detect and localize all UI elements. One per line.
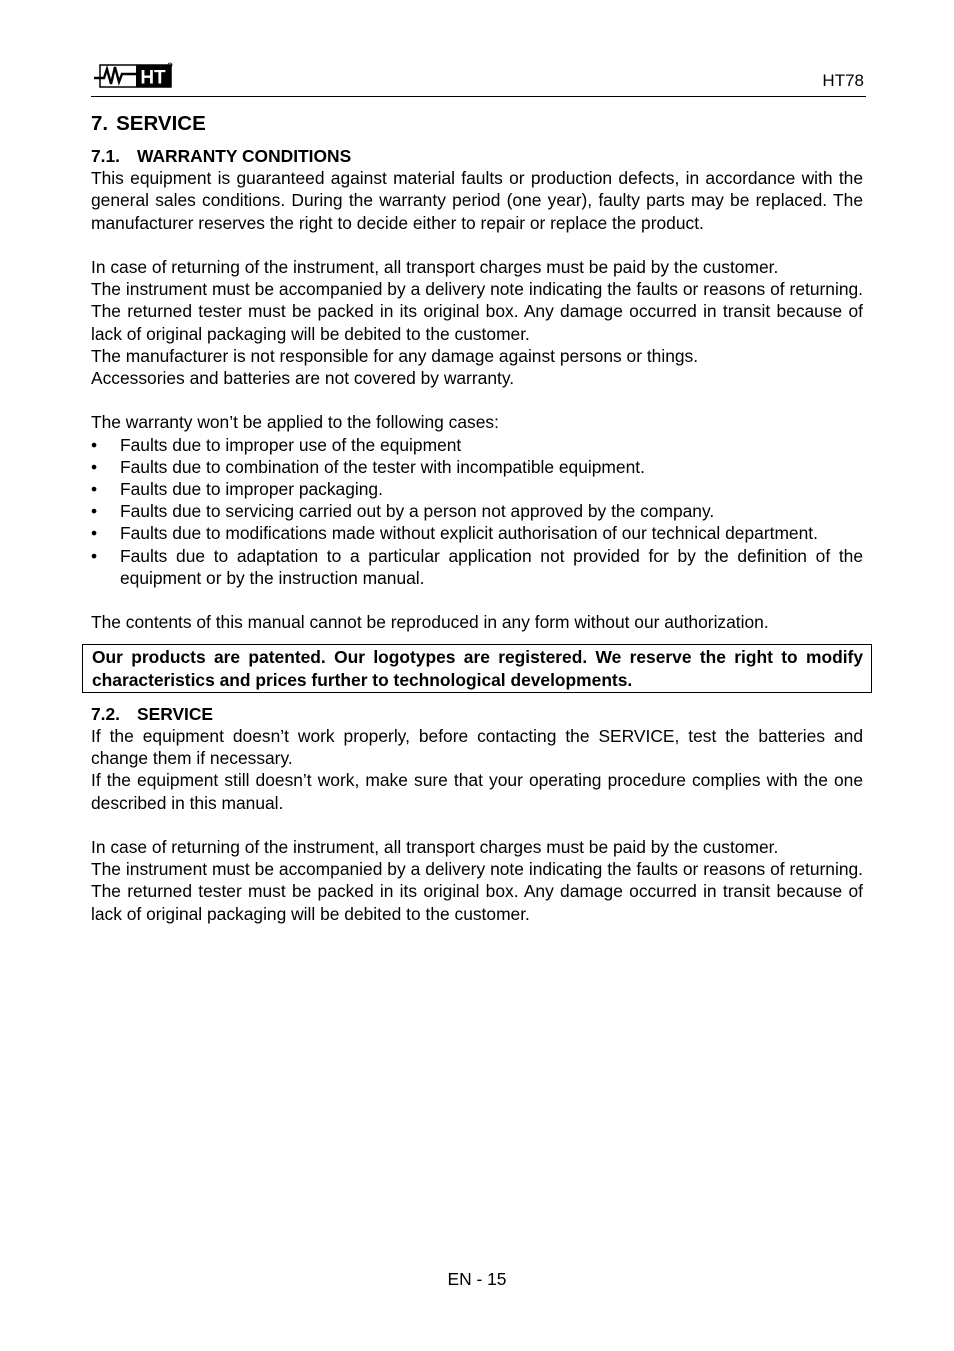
list-item: • Faults due to adaptation to a particular application not provided for by the definition of the equipment or by the instruction manual. [91,545,863,588]
service-line: If the equipment doesn’t work properly, before contacting the SERVICE, test the batteries and change them if necessary. [91,726,863,769]
list-item: • Faults due to servicing carried out by a person not approved by the company. [91,501,715,522]
return-line: The instrument must be accompanied by a delivery note indicating the faults or reasons of returning. The returned tester must be packed in its original box. Any damage occurred in transit because of lack of original packaging will be debited to the customer. [91,279,863,344]
ht-logo-icon [94,62,174,90]
list-item: • Faults due to improper use of the equipment [91,434,462,455]
list-item: • Faults due to modifications made without explicit authorisation of our technical department. [91,523,818,544]
service-title: SERVICE [137,703,214,724]
logo-brand-text: HT [140,67,166,89]
page-header [91,62,866,97]
bullet-icon: • [91,434,98,455]
service-line: If the equipment still doesn’t work, make sure that your operating procedure complies with the one described in this manual. [91,770,863,813]
section-title: SERVICE [116,112,206,135]
warranty-heading [91,145,863,167]
service-number: 7.2. [91,703,121,724]
bullet-icon: • [91,456,98,477]
section-heading [91,112,863,136]
copyright-notice: The contents of this manual cannot be reproduced in any form without our authorization. [91,612,769,633]
warranty-number: 7.1. [91,146,121,166]
cases-intro: The warranty won’t be applied to the following cases: [91,412,499,433]
page-content [91,112,863,925]
list-item: • Faults due to improper packaging. [91,479,383,500]
bullet-icon: • [91,501,98,522]
bullet-icon: • [91,523,98,544]
return-line: Accessories and batteries are not covered by warranty. [91,368,515,389]
bullet-icon: • [91,479,98,500]
section-number: 7. [91,112,109,135]
patent-notice-box: Our products are patented. Our logotypes are registered. We reserve the right to modify characteristics and prices further to technological developments. [82,644,872,692]
service-return-line: In case of returning of the instrument, all transport charges must be paid by the customer. [91,837,779,858]
service-heading [91,703,863,725]
warranty-paragraph: This equipment is guaranteed against material faults or production defects, in accordance with the general sales conditions. During the warranty period (one year), faulty parts may be replaced. The manufacturer reserves the right to decide either to repair or replace the product. [91,168,863,233]
list-item: • Faults due to combination of the tester with incompatible equipment. [91,456,645,477]
return-line: The manufacturer is not responsible for any damage against persons or things. [91,345,699,366]
service-return-line: The instrument must be accompanied by a delivery note indicating the faults or reasons of returning. The returned tester must be packed in its original box. Any damage occurred in transit because of lack of original packaging will be debited to the customer. [91,859,863,924]
model-name: HT78 [822,71,864,90]
return-line: In case of returning of the instrument, all transport charges must be paid by the customer. [91,257,779,277]
page-number: EN - 15 [447,1269,507,1289]
exclusion-list [91,434,863,589]
bullet-icon: • [91,545,98,566]
warranty-title: WARRANTY CONDITIONS [137,146,352,166]
